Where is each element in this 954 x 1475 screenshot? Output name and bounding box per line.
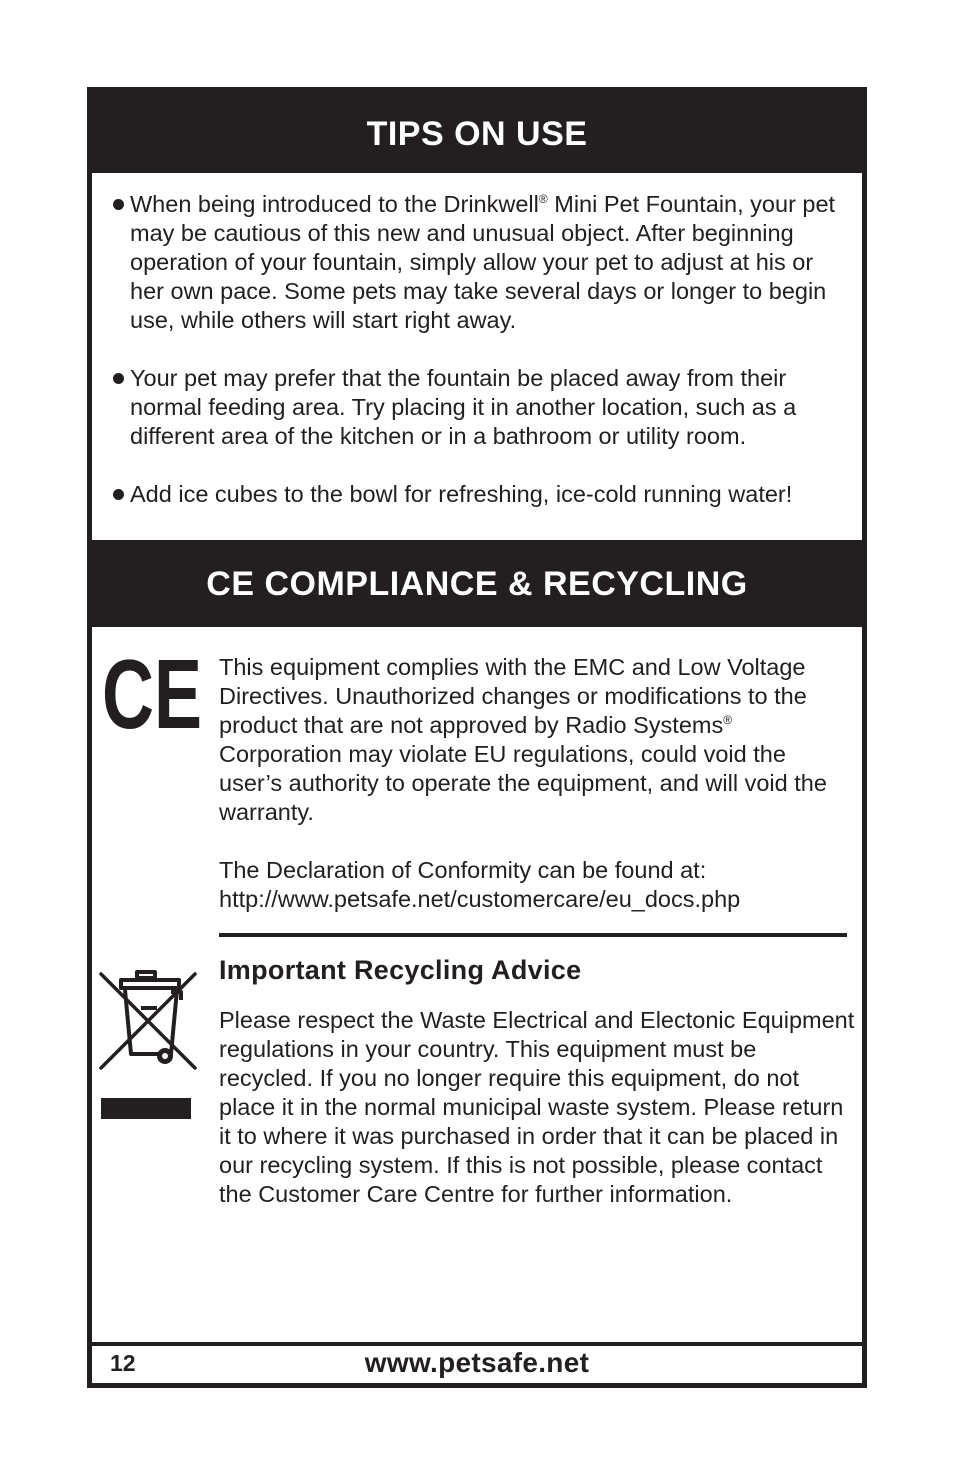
ce-mark-text: CE xyxy=(102,639,202,749)
footer-divider xyxy=(92,1342,862,1346)
tip-text-end: Mini Pet Fountain, your pet may be cautious of this new and unusual object. After beginning operation of your fountain, simply allow your pet to adjust at his or her own pace. Some pets may take several days or longer to begin use, while others will start right away. xyxy=(130,191,836,333)
registered-mark: ® xyxy=(538,192,548,206)
recycling-text: Please respect the Waste Electrical and Electonic Equipment regulations in your country. This equipment must be recycled. If you no longer require this equipment, do not place it in the normal municipal waste system. Please return it to where it was purchased in order that it can be placed in our recycling system. If this is not possible, please contact the Customer Care Centre for further information. xyxy=(219,1007,855,1207)
tips-heading: TIPS ON USE xyxy=(92,92,862,173)
crossed-out-wheelie-bin-icon xyxy=(97,968,199,1074)
page-frame xyxy=(87,87,867,1388)
ce-text-end: Corporation may violate EU regulations, could void the user’s authority to operate the equipment, and will void the warranty. xyxy=(219,741,827,825)
list-item xyxy=(110,190,850,335)
section-divider xyxy=(219,933,847,937)
ce-text-start: This equipment complies with the EMC and Low Voltage Directives. Unauthorized changes or modifications to the product that are not approved by Radio Systems xyxy=(219,654,807,738)
weee-bar xyxy=(101,1098,191,1119)
ce-compliance-text xyxy=(219,653,855,914)
ce-heading: CE COMPLIANCE & RECYCLING xyxy=(92,540,862,627)
tip-text: Your pet may prefer that the fountain be placed away from their normal feeding area. Try placing it in another location, such as a different area of the kitchen or in a bathroom or utility room. xyxy=(130,365,797,449)
page-number: 12 xyxy=(110,1350,136,1376)
tips-list xyxy=(110,190,850,538)
ce-paragraph xyxy=(219,653,855,827)
tip-text: Add ice cubes to the bowl for refreshing, ice-cold running water! xyxy=(130,481,793,507)
list-item xyxy=(110,364,850,451)
declaration-url[interactable]: http://www.petsafe.net/customercare/eu_docs.php xyxy=(219,886,741,912)
recycling-title: Important Recycling Advice xyxy=(219,955,582,985)
declaration-paragraph xyxy=(219,856,855,914)
list-item xyxy=(110,480,850,509)
ce-mark-icon xyxy=(102,639,202,749)
registered-mark: ® xyxy=(723,713,733,727)
tip-text-start: When being introduced to the Drinkwell xyxy=(130,191,539,217)
website-link[interactable]: www.petsafe.net xyxy=(364,1347,590,1378)
declaration-label: The Declaration of Conformity can be found at: xyxy=(219,857,707,883)
